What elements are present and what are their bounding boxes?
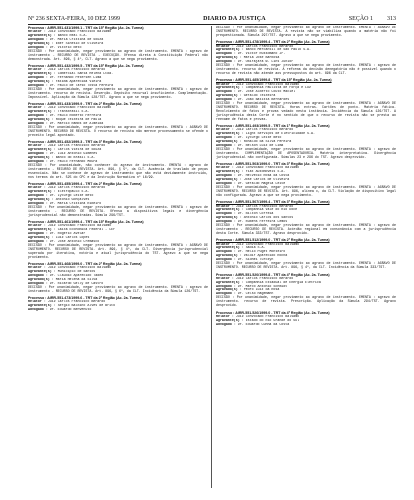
field-value: : Dr. Maria Cristina de Souza bbox=[45, 38, 104, 42]
field-value: : Pedro Luiz da Rosa bbox=[239, 288, 280, 292]
field-value: : Valdir Aparecido Rocha bbox=[239, 254, 288, 258]
field-value: : Dr. Luiz Antonio Gimenes bbox=[45, 152, 98, 156]
field-value: : Dr. Maria Cristina Ribeiro bbox=[45, 201, 102, 205]
decision-text: DECISÃO : Por unanimidade, negar provimento ao agravo de instrumento. EMENTA : AGRAVO DE INSTRUMENTO. RECURSO DE REVISTA. O recurso de revista não merece processamento se ofende o preceito legal apontado. bbox=[28, 124, 208, 137]
decision-text: DECISÃO : Por unanimidade, não conhecer do agravo de instrumento. EMENTA : agravo de instrumento - RECURSO DE REVISTA. Art. 896, § 5º, da CLT. Ausência de traslado de peças essenciais. Não se conhece de agravo de instrumento que não está devidamente instruído, nos termos do art. 525 do CPC e da Instrução Normativa nº 16/99. bbox=[28, 162, 208, 179]
field-value: : Transbrasil S.A. bbox=[53, 110, 90, 114]
case-record bbox=[28, 296, 208, 312]
field-value: : Juiz Carlos Francisco Berardo bbox=[231, 128, 294, 132]
field-value: : Juiz Convocado Francisco Balsamo bbox=[43, 106, 112, 110]
field-label: Advogado bbox=[216, 322, 232, 326]
field-value: : Companhia Paulista de Força e Luz bbox=[241, 86, 311, 90]
field-value: : Dr. Eduardo Benvenuto bbox=[45, 308, 92, 312]
field-label: Agravante(s) bbox=[216, 318, 240, 322]
field-label: Advogado bbox=[216, 60, 232, 64]
field-label: Advogado bbox=[216, 212, 232, 216]
field-value: : Carlos Vieira de Souza bbox=[53, 148, 102, 152]
field-value: : Eletropaulo S.A. bbox=[53, 190, 90, 194]
field-label: Advogado bbox=[216, 174, 232, 178]
field-value: : Município de Santos bbox=[53, 270, 96, 274]
case-title: Processo : AIRR-551.431/1999.1 - TRT da 15ª Região (Ac. 2a. Turma) bbox=[28, 26, 144, 30]
case-record bbox=[28, 26, 208, 61]
field-value: : Juiz Carlos Francisco Berardo bbox=[231, 204, 294, 208]
field-value: : José Carlos de Oliveira bbox=[239, 178, 290, 182]
field-value: : Juiz Carlos Francisco Berardo bbox=[43, 300, 106, 304]
field-label: Agravante(s) bbox=[216, 48, 240, 52]
field-value: : Dr. Paulo de Tarso Tosta Pereira bbox=[45, 83, 114, 87]
field-value: : Fátima Aparecida Vieira bbox=[51, 79, 102, 83]
case-record bbox=[216, 26, 396, 38]
field-label: Agravante(s) bbox=[216, 170, 240, 174]
field-value: : Dr. João Batista Bernardes bbox=[233, 98, 290, 102]
field-value: : Dr. Lycurgo Leite Neto bbox=[45, 194, 94, 198]
field-label: Advogado bbox=[28, 83, 44, 87]
field-label: Agravado(s) bbox=[28, 198, 50, 202]
case-record bbox=[216, 200, 396, 235]
field-value: : Juiz Convocado Francisco Balsamo bbox=[231, 166, 300, 170]
field-value: : Juiz Carlos Francisco Berardo bbox=[43, 144, 106, 148]
field-label: Agravado(s) bbox=[28, 278, 50, 282]
case-title: Processo : AIRR-551.503/1999.0 - TRT da 3ª Região (Ac. 2a. Turma) bbox=[216, 162, 330, 167]
field-label: Advogado bbox=[216, 220, 232, 224]
field-value: : Dr. Nilton Correia bbox=[233, 212, 274, 216]
field-value: : Dr. Rubens Ferreira Lemos bbox=[233, 220, 288, 224]
field-label: Relator bbox=[216, 242, 230, 246]
field-label: Advogado bbox=[28, 232, 44, 236]
field-value: : Dr. Eduardo Cunha da Costa bbox=[233, 322, 290, 326]
field-value: : Dr. Marco Antônio Schmidt bbox=[233, 284, 288, 288]
field-value: : Dr. Nelson Luiz de Lima bbox=[233, 144, 284, 148]
field-label: Advogado bbox=[28, 281, 44, 285]
case-title: Processo : AIRR-551.512/1999.0 - TRT da 2ª Região (Ac. 2a. Turma) bbox=[216, 238, 330, 243]
case-title: Processo : AIRR-551.452/1999.3 - TRT da 3ª Região (Ac. 2a. Turma) bbox=[28, 140, 142, 145]
field-label: Relator bbox=[216, 276, 230, 280]
field-value: : Dr. José Alberto Couto Maciel bbox=[233, 90, 296, 94]
field-label: Relator bbox=[28, 144, 42, 148]
case-title: Processo : AIRR-551.526/1999.0 - TRT da 4ª Região (Ac. 2a. Turma) bbox=[216, 310, 330, 315]
field-label: Relator bbox=[28, 224, 42, 228]
field-label: Advogado bbox=[28, 121, 44, 125]
field-value: : Dr. Geraldo Magela Leite bbox=[233, 182, 286, 186]
field-value: : Dr. Sidnei Turczyn bbox=[233, 258, 274, 262]
case-title: Processo : AIRR-551.478/1999.4 - TRT da 2ª Região (Ac. 2a. Turma) bbox=[216, 40, 330, 45]
case-record bbox=[28, 140, 208, 179]
field-label: Advogado bbox=[216, 182, 232, 186]
header-right bbox=[349, 16, 396, 23]
column-left bbox=[28, 26, 208, 488]
field-label: Agravante(s) bbox=[28, 228, 52, 232]
field-value: : Luiz Carlos Lopes bbox=[51, 236, 90, 240]
case-title: Processo : AIRR-551.507/1999.4 - TRT da 3ª Região (Ac. 2a. Turma) bbox=[216, 200, 330, 205]
decision-text: DECISÃO : Por unanimidade, negar provimento ao agravo de instrumento. EMENTA : AGRAVO DE INSTRUMENTO. RECURSO DE REVISTA. Horas extras. Cartões de ponto. Matéria fática. Revolvimento de fatos e provas vedado nesta instância. Incidência da Súmula 126/TST. A jurisprudência desta Corte é no sentido de que o recurso de revista não se presta ao reexame de fatos e provas. bbox=[216, 101, 396, 121]
field-label: Advogado bbox=[28, 114, 44, 118]
section-label: SEÇÃO 1 bbox=[348, 16, 373, 22]
case-record bbox=[216, 273, 396, 308]
field-label: Advogado bbox=[216, 136, 232, 140]
field-value: : Comercial Santa Helena Ltda. bbox=[53, 72, 114, 76]
field-label: Relator bbox=[28, 266, 42, 270]
field-value: : Estado do Rio Grande do Sul bbox=[241, 318, 300, 322]
field-value: : Sadia S.A. bbox=[241, 246, 266, 250]
field-label: Relator bbox=[28, 186, 42, 190]
field-label: Advogado bbox=[28, 308, 44, 312]
case-record bbox=[28, 102, 208, 137]
field-value: : Roque Teixeira de Paula bbox=[51, 118, 102, 122]
case-title: Processo : AIRR-551.433/1999.9 - TRT da 2ª Região (Ac. 2a. Turma) bbox=[28, 102, 142, 107]
case-record bbox=[216, 40, 396, 75]
field-label: Relator bbox=[28, 106, 42, 110]
field-label: Advogado bbox=[216, 292, 232, 296]
field-label: Relator bbox=[216, 166, 230, 170]
case-record bbox=[216, 78, 396, 121]
field-value: : Light Serviços de Eletricidade S.A. bbox=[241, 132, 315, 136]
field-value: : Dr. Marcio Ramos de Almeida bbox=[45, 121, 104, 125]
field-label: Agravante(s) bbox=[28, 304, 52, 308]
field-value: : Juiz Carlos Francisco Berardo bbox=[231, 44, 294, 48]
field-label: Advogado bbox=[28, 38, 44, 42]
case-title: Processo : AIRR-551.520/1999.8 - TRT da 4ª Região (Ac. 2a. Turma) bbox=[216, 272, 330, 277]
case-field bbox=[216, 323, 396, 327]
field-label: Advogado bbox=[28, 201, 44, 205]
case-title: Processo : AIRR-551.455/1999.4 - TRT da 2ª Região (Ac. 2a. Turma) bbox=[28, 182, 142, 187]
field-label: Relator bbox=[216, 44, 230, 48]
case-title: Processo : AIRR-551.432/1999.5 - TRT da 15ª Região (Ac. 2a. Turma) bbox=[28, 64, 144, 69]
case-record bbox=[28, 64, 208, 99]
field-value: : Companhia Estadual de Energia Elétrica bbox=[241, 280, 321, 284]
field-value: : Dr. Ubirajara W. Lins Júnior bbox=[233, 60, 294, 64]
field-value: : Banco do Brasil S.A. bbox=[51, 156, 96, 160]
field-value: : Eber Sinésio de Oliveira bbox=[51, 41, 104, 45]
decision-text: DECISÃO : Por unanimidade, negar provimento ao agravo de instrumento. EMENTA : AGRAVO DE INSTRUMENTO. RECURSO DE REVISTA. Art. 896, § 4º, da CLT. Divergência jurisprudencial superada por iterativa, notória e atual jurisprudência do TST. Agravo a que se nega provimento. bbox=[28, 242, 208, 259]
field-label: Relator bbox=[216, 128, 230, 132]
decision-text: DECISÃO : Por unanimidade, negar provimento ao agravo de instrumento. EMENTA : agravo de instrumento. recurso de revista. Deserção. Depósito recursal insuficiente. Complementação. Impossível. Aplicação da Súmula 128/TST. Agravo a que se nega provimento. bbox=[28, 86, 208, 99]
field-value: : Ronaldo da Silva Pereira bbox=[239, 140, 292, 144]
field-label: Advogado bbox=[216, 90, 232, 94]
decision-text: DECISÃO : Por unanimidade, negar provimento ao agravo de instrumento. EMENTA : AGRAVO DE INSTRUMENTO. RECURSO DE REVISTA. Art. 896, alínea c, da CLT. Violação de dispositivo legal não configurada. Agravo a que se nega provimento. bbox=[216, 185, 396, 197]
field-label: Agravado(s) bbox=[28, 236, 50, 240]
field-label: Relator bbox=[28, 300, 42, 304]
field-value: : Juiz Convocado Francisco Balsamo bbox=[43, 30, 112, 34]
field-label: Advogado bbox=[28, 159, 44, 163]
field-value: : Juiz Convocado Francisco Balsamo bbox=[43, 224, 112, 228]
issue-date: Nº 236 SEXTA-FEIRA, 10 DEZ 1999 bbox=[28, 16, 121, 22]
field-value: : Geraldo Teixeira bbox=[239, 94, 276, 98]
field-label: Agravante(s) bbox=[28, 72, 52, 76]
field-value: : Dr. Lycurgo Leite Neto bbox=[233, 136, 282, 140]
field-label: Agravante(s) bbox=[216, 132, 240, 136]
case-field bbox=[28, 308, 208, 312]
field-label: Relator bbox=[216, 314, 230, 318]
field-value: : Dr. Celso Hagemann bbox=[233, 292, 274, 296]
field-label: Agravado(s) bbox=[216, 178, 238, 182]
field-value: : Maria Helena da Silva bbox=[51, 278, 98, 282]
field-value: : Dr. Ricardo Gelly de Castro bbox=[45, 281, 104, 285]
field-value: : Juiz Convocado Francisco Balsamo bbox=[231, 242, 300, 246]
field-value: : Juiz Convocado Francisco Balsamo bbox=[231, 82, 300, 86]
field-value: : Caixa Econômica Federal - CEF bbox=[53, 228, 116, 232]
page-number: 313 bbox=[387, 16, 396, 22]
field-value: : Juiz Convocado Francisco Balsamo bbox=[43, 266, 112, 270]
field-label: Advogado bbox=[28, 152, 44, 156]
field-label: Advogado bbox=[216, 250, 232, 254]
case-title: Processo : AIRR-551.493/1999.5 - TRT da 1ª Região (Ac. 2a. Turma) bbox=[216, 124, 330, 129]
field-label: Advogado bbox=[28, 274, 44, 278]
field-label: Advogado bbox=[28, 194, 44, 198]
field-value: : Dr. Paulo Fernando Moura bbox=[45, 159, 98, 163]
field-label: Advogado bbox=[28, 239, 44, 243]
field-label: Agravante(s) bbox=[28, 34, 52, 38]
field-label: Relator bbox=[216, 82, 230, 86]
decision-text: DECISÃO : Por unanimidade, negar provimento ao agravo de instrumento. EMENTA : agravo de instrumento - RECURSO DE REVISTA. Art. 896, § 6º, da CLT. Incidência da Súmula 126/TST. bbox=[28, 284, 208, 293]
field-value: : Banco Real S.A. bbox=[53, 34, 88, 38]
field-label: Agravado(s) bbox=[216, 216, 238, 220]
field-value: : Juiz Carlos Francisco Berardo bbox=[231, 276, 294, 280]
case-record bbox=[216, 124, 396, 159]
decision-text: DECISÃO : Por unanimidade, negar provimento ao agravo de instrumento. EMENTA : AGRAVO DE INSTRUMENTO. RECURSO DE REVISTA. Art. 896, § 4º, da CLT. Incidência da Súmula 333/TST. bbox=[216, 261, 396, 269]
field-label: Agravante(s) bbox=[216, 208, 240, 212]
page-header bbox=[28, 14, 396, 25]
field-label: Agravado(s) bbox=[216, 56, 238, 60]
field-label: Agravante(s) bbox=[28, 190, 52, 194]
case-record bbox=[28, 182, 208, 217]
field-value: : Maria José Barbosa bbox=[239, 56, 280, 60]
decision-text: DECISÃO : Por unanimidade, negar provimento ao agravo de instrumento. EMENTA : agravo de instrumento - RECURSO DE REVISTA - EXECUÇÃO. Ofensa direta à Constituição Federal não demonstrada. Art. 896, § 4º, CLT. Agravo a que se nega provimento. bbox=[28, 48, 208, 61]
field-value: : Juiz Carlos Francisco Berardo bbox=[43, 186, 106, 190]
field-label: Agravante(s) bbox=[216, 280, 240, 284]
decision-text: DECISÃO : Por unanimidade, negar provimento ao agravo de instrumento. EMENTA : agravo de instrumento - RECURSO DE REVISTA. Ofensa a dispositivos legais e divergência jurisprudencial não demonstradas. Súmula 296/TST. bbox=[28, 204, 208, 217]
field-label: Agravante(s) bbox=[216, 246, 240, 250]
field-label: Relator bbox=[28, 30, 42, 34]
field-value: : Dr. Victor Russomano Jr. bbox=[233, 52, 286, 56]
field-value: : Juiz Convocado Francisco Balsamo bbox=[231, 314, 300, 318]
field-value: : Dr. Rogério Avelar bbox=[45, 232, 86, 236]
field-value: : Dr. Vitório Neto bbox=[45, 45, 82, 49]
field-label: Agravado(s) bbox=[216, 288, 238, 292]
field-value: : Dr. Helvécio Rosa da Costa bbox=[233, 174, 290, 178]
field-value: : Fiat Automóveis S.A. bbox=[241, 170, 286, 174]
case-record bbox=[216, 238, 396, 270]
field-value: : Dr. José Antonio Cremasco bbox=[45, 239, 100, 243]
case-record bbox=[28, 220, 208, 259]
field-value: : Companhia Vale do Rio Doce bbox=[241, 208, 298, 212]
field-label: Agravado(s) bbox=[28, 79, 50, 83]
case-record bbox=[216, 311, 396, 327]
field-value: : Banco Mercantil de São Paulo S.A. bbox=[241, 48, 311, 52]
decision-text: DECISÃO : Por unanimidade, negar provimento ao agravo de instrumento. EMENTA : agravo de instrumento. recurso de revista. A reforma da decisão denegatória não é possível quando o recurso de revista não atende aos pressupostos do art. 896 da CLT. bbox=[216, 63, 396, 75]
column-right bbox=[216, 26, 396, 488]
columns bbox=[28, 26, 396, 488]
field-value: : Dr. Hélio Puget Monteiro bbox=[233, 250, 286, 254]
field-value: : Dr. Paulo Roberto Ferreira bbox=[45, 114, 102, 118]
field-label: Advogado bbox=[216, 144, 232, 148]
field-label: Agravado(s) bbox=[216, 140, 238, 144]
field-label: Agravante(s) bbox=[28, 110, 52, 114]
case-title: Processo : AIRR-551.485/1999.8 - TRT da 15ª Região (Ac. 2a. Turma) bbox=[216, 78, 332, 83]
field-label: Agravado(s) bbox=[28, 41, 50, 45]
journal-title: DIARIO DA JUSTIÇA bbox=[203, 16, 266, 22]
field-label: Advogado bbox=[216, 258, 232, 262]
case-record bbox=[28, 262, 208, 294]
field-label: Agravante(s) bbox=[216, 86, 240, 90]
field-label: Agravado(s) bbox=[216, 254, 238, 258]
field-label: Agravante(s) bbox=[28, 148, 52, 152]
case-title: Processo : AIRR-551.468/1999.0 - TRT da 2ª Região (Ac. 2a. Turma) bbox=[28, 262, 142, 267]
field-label: Agravado(s) bbox=[216, 94, 238, 98]
field-label: Advogado bbox=[28, 76, 44, 80]
field-label: Agravado(s) bbox=[28, 156, 50, 160]
case-title: Processo : AIRR-551.461/1999.4 - TRT da 15ª Região (Ac. 2a. Turma) bbox=[28, 220, 144, 225]
field-value: : Dr. Fernando Petersen Lima bbox=[45, 76, 102, 80]
field-label: Advogado bbox=[216, 98, 232, 102]
field-value: : Dr. Claudio Aparecido Tadeo bbox=[45, 274, 104, 278]
case-record bbox=[216, 162, 396, 197]
field-label: Advogado bbox=[28, 45, 44, 49]
field-label: Advogado bbox=[216, 284, 232, 288]
decision-text: DECISÃO : Por unanimidade, negar provimento ao agravo de instrumento. EMENTA : agravo de instrumento - RECURSO DE REVISTA. Acórdão regional em consonância com a jurisprudência desta Corte. Súmula 333/TST. Agravo desprovido. bbox=[216, 223, 396, 235]
field-value: : Sérgio Balbino Alves de Brito bbox=[53, 304, 116, 308]
decision-text: DECISÃO : Por unanimidade, negar provimento ao agravo de instrumento. EMENTA : agravo de instrumento. COMPLEMENTAÇÃO DE APOSENTADORIA. Matéria interpretativa. Divergência jurisprudencial não configurada. Súmulas 23 e 296 do TST. Agravo desprovido. bbox=[216, 146, 396, 159]
field-label: Relator bbox=[216, 204, 230, 208]
field-label: Agravado(s) bbox=[28, 118, 50, 122]
field-label: Advogado bbox=[216, 52, 232, 56]
field-value: : Antonio Gonçalves bbox=[51, 198, 90, 202]
field-label: Relator bbox=[28, 68, 42, 72]
decision-text: DECISÃO : Por unanimidade, negar provimento ao agravo de instrumento. EMENTA : AGRAVO DE INSTRUMENTO. RECURSO DE REVISTA. A revista não se viabiliza quando a matéria não foi prequestionada. Súmula 297/TST. Agravo a que se nega provimento. bbox=[216, 26, 396, 37]
case-title: Processo : AIRR-551.473/1999.6 - TRT da 2ª Região (Ac. 2a. Turma) bbox=[28, 296, 142, 301]
decision-text: DECISÃO : Por unanimidade, negar provimento ao agravo de instrumento. EMENTA : agravo de instrumento. recurso de revista. Prescrição. Aplicação da Súmula 294/TST. Agravo desprovido. bbox=[216, 295, 396, 308]
field-value: : Antônio Carlos dos Santos bbox=[239, 216, 294, 220]
field-value: : Juiz Carlos Francisco Berardo bbox=[43, 68, 106, 72]
field-label: Agravante(s) bbox=[28, 270, 52, 274]
